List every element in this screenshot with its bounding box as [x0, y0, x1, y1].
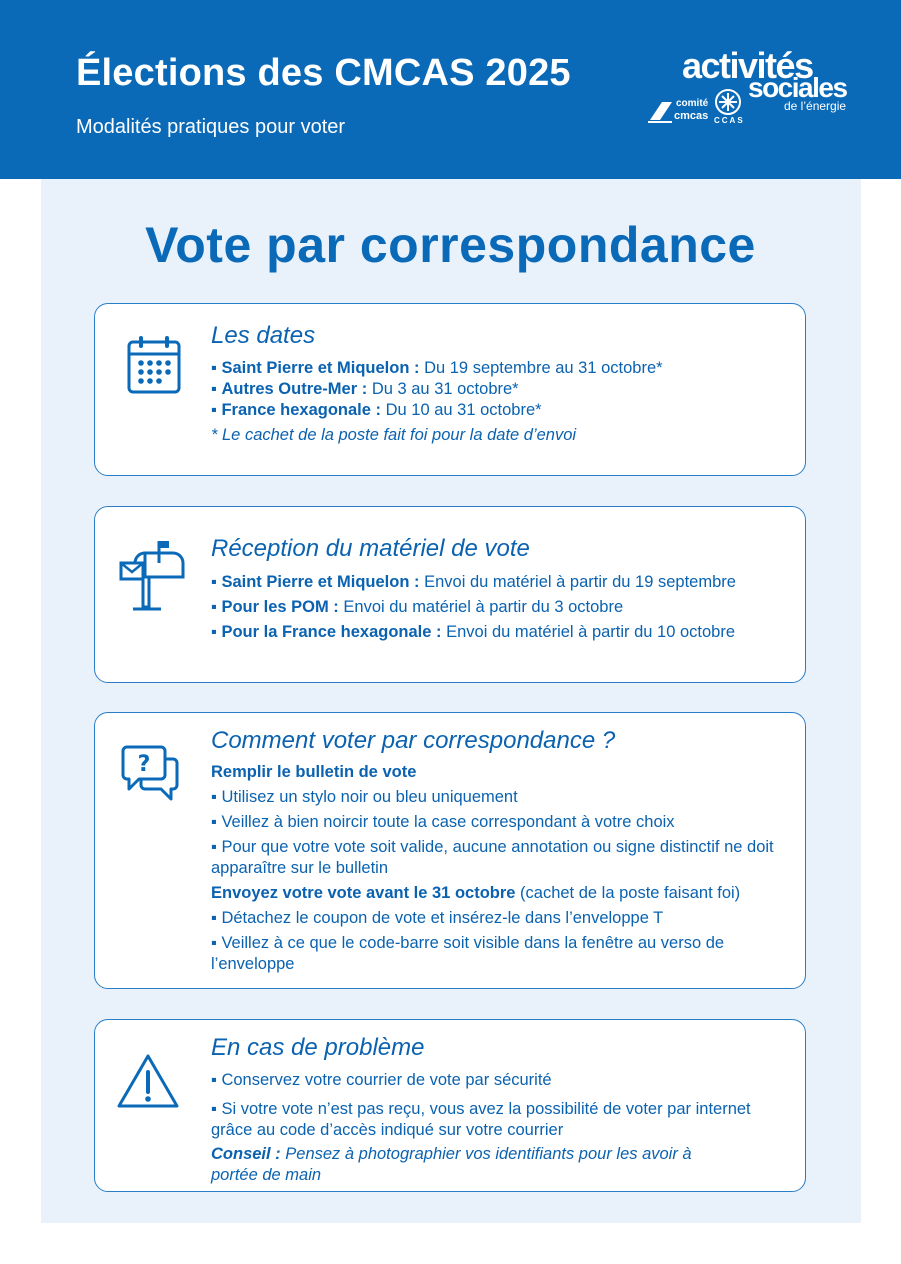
item-text: Utilisez un stylo noir ou bleu uniquement: [216, 788, 518, 806]
ccas-logo-label: CCAS: [714, 116, 745, 125]
list-item: [211, 570, 775, 595]
list-item: [211, 358, 775, 379]
warning-icon: [115, 1052, 181, 1112]
cmcas-logo: [648, 98, 709, 124]
bullet: ▪: [211, 934, 217, 952]
list-item: [211, 812, 775, 833]
list-item: [211, 837, 775, 879]
cmcas-logo-line1: comité: [676, 98, 709, 109]
ccas-logo-mark-icon: [712, 88, 744, 116]
item-text: Pour que votre vote soit valide, aucune annotation ou signe distinctif ne doit apparaître sur le bulletin: [211, 838, 774, 877]
section-title-problem: En cas de problème: [211, 1034, 425, 1061]
list-item: [211, 379, 775, 400]
svg-text:?: ?: [137, 752, 151, 777]
item-text: Envoi du matériel à partir du 3 octobre: [338, 598, 624, 616]
bullet: ▪: [211, 623, 217, 641]
list-item: [211, 933, 775, 975]
activites-sociales-logo: [646, 45, 856, 148]
item-label: Pour la France hexagonale :: [221, 623, 442, 641]
calendar-icon: [115, 332, 185, 402]
card-reception: [94, 506, 806, 683]
bullet: ▪: [211, 598, 217, 616]
logo-word-activites: activités: [682, 45, 813, 86]
list-item: [211, 1070, 775, 1091]
item-text: Envoi du matériel à partir du 19 septembre: [419, 573, 736, 591]
card-how-to-vote: [94, 712, 806, 989]
list-item: [211, 908, 775, 929]
cmcas-logo-mark-icon: [648, 98, 674, 124]
section-title-how: Comment voter par correspondance ?: [211, 727, 616, 754]
section-title-dates: Les dates: [211, 322, 316, 349]
item-text: Envoi du matériel à partir du 10 octobre: [441, 623, 736, 641]
how-subtitle-send-suffix: (cachet de la poste faisant foi): [515, 884, 741, 902]
how-subtitle-send-label: Envoyez votre vote avant le 31 octobre: [211, 884, 516, 902]
logo-word-sociales: sociales: [748, 72, 847, 103]
header-banner: [0, 0, 901, 179]
logo-word-energie: de l’énergie: [784, 99, 847, 113]
item-text: Du 3 au 31 octobre*: [367, 380, 519, 398]
mailbox-icon: [115, 537, 187, 613]
how-list: [211, 762, 775, 975]
bullet: ▪: [211, 788, 217, 806]
item-text: Veillez à ce que le code-barre soit visible dans la fenêtre au verso de l’enveloppe: [211, 934, 725, 973]
item-label: France hexagonale :: [221, 401, 382, 419]
bullet: ▪: [211, 1071, 217, 1089]
list-item: [211, 1099, 775, 1141]
bullet: ▪: [211, 1100, 217, 1118]
page-title: Élections des CMCAS 2025: [76, 52, 571, 94]
reception-list: [211, 570, 775, 645]
item-label: Saint Pierre et Miquelon :: [221, 573, 420, 591]
list-item: [211, 620, 775, 645]
bullet: ▪: [211, 401, 217, 419]
cmcas-logo-line2: cmcas: [674, 110, 709, 122]
bullet: ▪: [211, 813, 217, 831]
section-title-reception: Réception du matériel de vote: [211, 535, 530, 562]
item-text: Veillez à bien noircir toute la case correspondant à votre choix: [216, 813, 675, 831]
how-subtitle-fill: Remplir le bulletin de vote: [211, 763, 417, 781]
item-text: Du 10 au 31 octobre*: [381, 401, 542, 419]
item-label: Autres Outre-Mer :: [221, 380, 368, 398]
list-item: [211, 595, 775, 620]
item-text: Conservez votre courrier de vote par sécurité: [216, 1071, 552, 1089]
problem-tip: [211, 1144, 775, 1186]
bullet: ▪: [211, 909, 217, 927]
list-item: [211, 400, 775, 421]
bullet: ▪: [211, 380, 217, 398]
bullet: ▪: [211, 838, 217, 856]
list-item: [211, 787, 775, 808]
ccas-logo: [712, 88, 744, 132]
tip-text: Pensez à photographier vos identifiants pour les avoir à portée de main: [211, 1145, 692, 1184]
item-label: Pour les POM :: [221, 598, 339, 616]
dates-note: * Le cachet de la poste fait foi pour la date d’envoi: [211, 426, 577, 444]
item-label: Saint Pierre et Miquelon :: [221, 359, 420, 377]
card-problem: [94, 1019, 806, 1192]
item-text: Détachez le coupon de vote et insérez-le dans l’enveloppe T: [216, 909, 664, 927]
bullet: ▪: [211, 573, 217, 591]
page-subtitle: Modalités pratiques pour voter: [76, 116, 346, 138]
bullet: ▪: [211, 359, 217, 377]
item-text: Si votre vote n’est pas reçu, vous avez la possibilité de voter par internet grâce au code d’accès indiqué sur votre courrier: [211, 1100, 751, 1139]
question-chat-icon: [115, 741, 185, 807]
tip-label: Conseil :: [211, 1145, 281, 1163]
item-text: Du 19 septembre au 31 octobre*: [419, 359, 663, 377]
dates-list: [211, 358, 775, 446]
main-title: Vote par correspondance: [145, 217, 756, 273]
problem-list: [211, 1070, 775, 1186]
card-dates: [94, 303, 806, 476]
how-subtitle-send: [211, 883, 775, 904]
